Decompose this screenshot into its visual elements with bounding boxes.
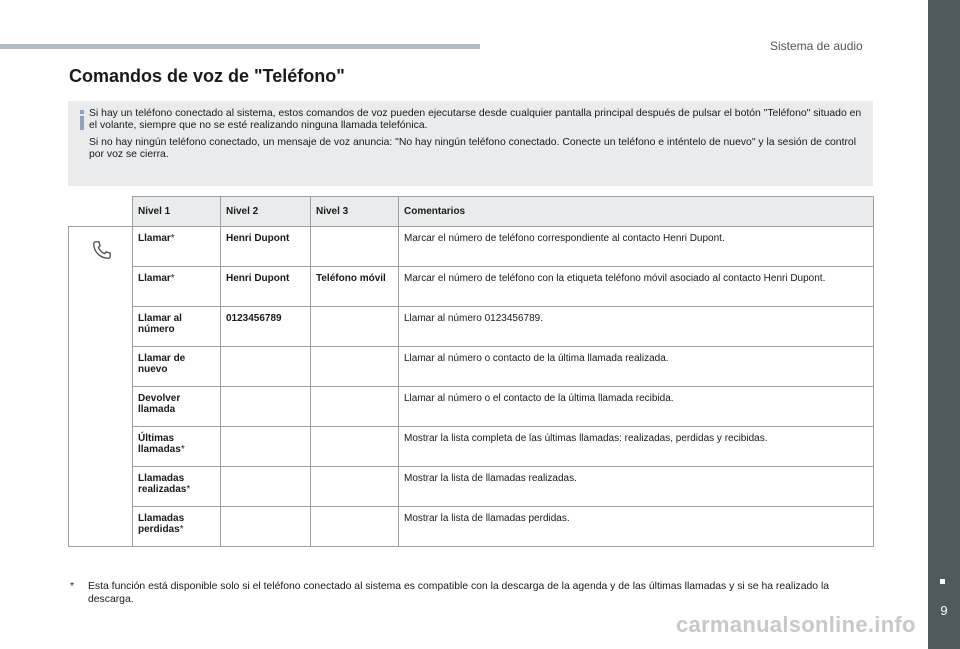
cell-level1: Devolver llamada xyxy=(133,387,221,427)
watermark: carmanualsonline.info xyxy=(676,612,916,637)
table-header-level2: Nivel 2 xyxy=(221,197,311,227)
table-row xyxy=(69,387,874,427)
cell-level2: 0123456789 xyxy=(221,307,311,347)
cell-level3 xyxy=(311,347,399,387)
cell-comment: Llamar al número 0123456789. xyxy=(399,307,874,347)
page-title: Comandos de voz de "Teléfono" xyxy=(69,66,345,86)
cell-level3 xyxy=(311,507,399,547)
table-row xyxy=(69,267,874,307)
cell-comment: Mostrar la lista de llamadas perdidas. xyxy=(399,507,874,547)
footnote-text: Esta función está disponible solo si el teléfono conectado al sistema es compatible con la descarga de la agenda y de las últimas llamadas y si se ha realizado la descarga. xyxy=(88,581,830,605)
cell-level2: Henri Dupont xyxy=(221,267,311,307)
cell-comment: Mostrar la lista completa de las últimas llamadas: realizadas, perdidas y recibidas. xyxy=(399,427,874,467)
cell-level3 xyxy=(311,307,399,347)
table-header-level1: Nivel 1 xyxy=(133,197,221,227)
page-number: 9 xyxy=(940,603,948,618)
cell-level1: Llamar* xyxy=(133,267,221,307)
cell-level2 xyxy=(221,387,311,427)
cell-level2 xyxy=(221,347,311,387)
phone-handset-icon xyxy=(91,239,113,261)
cell-level1: Llamar* xyxy=(133,227,221,267)
table-header-row xyxy=(69,197,874,227)
table-row xyxy=(69,307,874,347)
cell-level3 xyxy=(311,387,399,427)
table-row xyxy=(69,467,874,507)
table-row xyxy=(69,427,874,467)
cell-level1: Llamar al número xyxy=(133,307,221,347)
section-title: Sistema de audio xyxy=(770,39,863,53)
table-header-level3: Nivel 3 xyxy=(311,197,399,227)
cell-comment: Mostrar la lista de llamadas realizadas. xyxy=(399,467,874,507)
cell-level2 xyxy=(221,427,311,467)
table-header-blank xyxy=(69,197,133,227)
cell-comment: Marcar el número de teléfono con la etiqueta teléfono móvil asociado al contacto Henri Dupont. xyxy=(399,267,874,307)
page-sidebar xyxy=(928,0,960,649)
cell-level2 xyxy=(221,467,311,507)
cell-level1: Llamar de nuevo xyxy=(133,347,221,387)
cell-level3 xyxy=(311,427,399,467)
phone-icon-cell xyxy=(69,227,133,547)
info-paragraph-1: Si hay un teléfono conectado al sistema, estos comandos de voz pueden ejecutarse desde cualquier pantalla principal después de pulsar el botón "Teléfono" situado en el volante, siempre que no se esté realizando ninguna llamada telefónica. xyxy=(89,108,862,131)
table-row xyxy=(69,507,874,547)
cell-level3 xyxy=(311,467,399,507)
info-box xyxy=(68,101,873,186)
cell-level1: Llamadas realizadas* xyxy=(133,467,221,507)
table-row xyxy=(69,227,874,267)
cell-comment: Marcar el número de teléfono correspondiente al contacto Henri Dupont. xyxy=(399,227,874,267)
info-icon xyxy=(78,110,86,130)
cell-level2 xyxy=(221,507,311,547)
table-header-comments: Comentarios xyxy=(399,197,874,227)
cell-level3: Teléfono móvil xyxy=(311,267,399,307)
cell-level2: Henri Dupont xyxy=(221,227,311,267)
cell-level1: Últimas llamadas* xyxy=(133,427,221,467)
voice-commands-table xyxy=(68,196,874,547)
cell-comment: Llamar al número o el contacto de la última llamada recibida. xyxy=(399,387,874,427)
table-row xyxy=(69,347,874,387)
cell-comment: Llamar al número o contacto de la última llamada realizada. xyxy=(399,347,874,387)
header-rule xyxy=(0,44,480,49)
info-paragraph-2: Si no hay ningún teléfono conectado, un mensaje de voz anuncia: "No hay ningún teléfono conectado. Conecte un teléfono e inténtelo de nuevo" y la sesión de control por voz se cierra. xyxy=(89,137,857,160)
footnote-marker: * xyxy=(70,581,75,592)
page-marker xyxy=(940,579,945,584)
cell-level1: Llamadas perdidas* xyxy=(133,507,221,547)
cell-level3 xyxy=(311,227,399,267)
